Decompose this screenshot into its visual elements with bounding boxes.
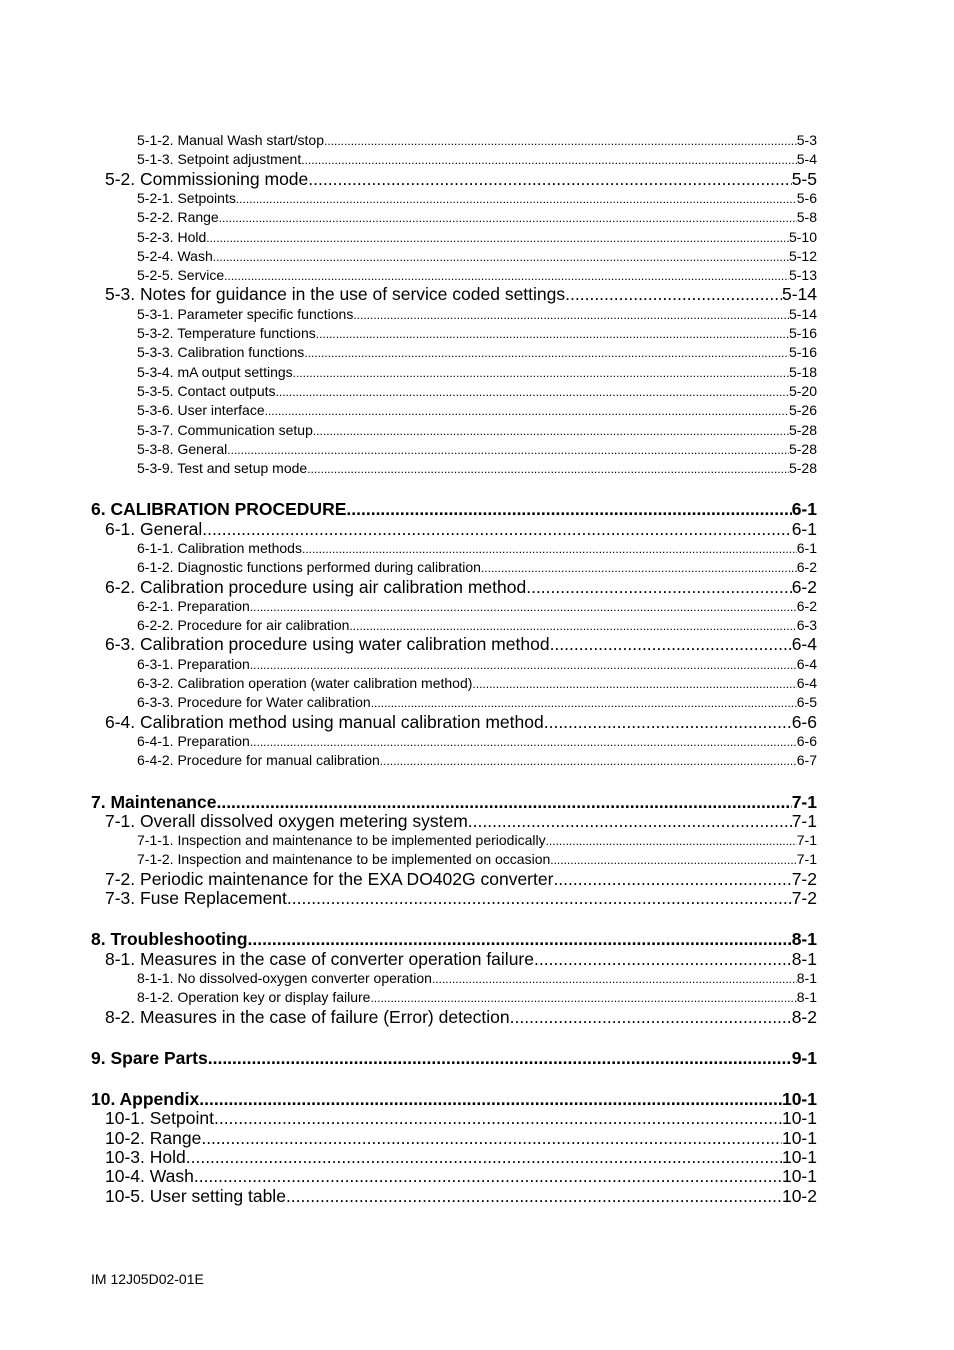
toc-entry-page: 6-1: [791, 519, 817, 539]
toc-entry-page: 6-1: [791, 499, 817, 519]
toc-entry-6-3-2[interactable]: [137, 674, 817, 693]
toc-leader-dots: [546, 832, 797, 850]
toc-entry-page: 10-1: [781, 1108, 817, 1128]
toc-entry-page: 9-1: [791, 1048, 817, 1068]
toc-entry-title: 5-3-6. User interface: [137, 402, 265, 418]
toc-entry-page: 5-6: [796, 190, 817, 206]
toc-leader-dots: [250, 656, 797, 674]
toc-entry-title: 8-2. Measures in the case of failure (Error) detection: [105, 1007, 510, 1027]
toc-entry-page: 6-5: [796, 694, 817, 710]
toc-entry-title: 10-5. User setting table: [105, 1186, 286, 1206]
toc-entry-title: 7-1-1. Inspection and maintenance to be implemented periodically: [137, 832, 546, 848]
toc-entry-5-3-3[interactable]: [137, 343, 817, 362]
toc-leader-dots: [287, 887, 792, 909]
toc-entry-page: 5-13: [788, 267, 817, 283]
toc-entry-title: 6-1-1. Calibration methods: [137, 540, 302, 556]
toc-leader-dots: [250, 598, 797, 616]
toc-entry-5-3[interactable]: [105, 283, 817, 305]
toc-entry-page: 6-2: [796, 598, 817, 614]
toc-entry-10-1[interactable]: [105, 1107, 817, 1129]
toc-entry-title: 6-1-2. Diagnostic functions performed during calibration: [137, 559, 481, 575]
toc-entry-8[interactable]: [91, 928, 817, 950]
toc-entry-title: 5-2. Commissioning mode: [105, 169, 309, 189]
toc-leader-dots: [304, 344, 789, 362]
toc-entry-title: 5-3. Notes for guidance in the use of service coded settings: [105, 284, 566, 304]
document-number: IM 12J05D02-01E: [91, 1271, 204, 1287]
toc-leader-dots: [213, 248, 789, 266]
toc-entry-page: 6-2: [796, 559, 817, 575]
toc-entry-page: 6-3: [796, 617, 817, 633]
toc-leader-dots: [214, 1107, 782, 1129]
toc-entry-9[interactable]: [91, 1047, 817, 1069]
toc-entry-10-5[interactable]: [105, 1185, 817, 1207]
toc-entry-6-4-2[interactable]: [137, 751, 817, 770]
toc-entry-6-3-1[interactable]: [137, 655, 817, 674]
toc-leader-dots: [248, 928, 792, 950]
toc-entry-title: 7-3. Fuse Replacement: [105, 888, 287, 908]
toc-leader-dots: [293, 364, 789, 382]
toc-entry-page: 6-4: [796, 675, 817, 691]
toc-entry-5-2[interactable]: [105, 168, 817, 190]
toc-entry-title: 8-1-1. No dissolved-oxygen converter operation: [137, 970, 432, 986]
toc-leader-dots: [227, 441, 789, 459]
toc-entry-title: 7-1-2. Inspection and maintenance to be implemented on occasion: [137, 851, 551, 867]
toc-leader-dots: [510, 1006, 792, 1028]
toc-entry-page: 6-6: [796, 733, 817, 749]
toc-leader-dots: [534, 948, 792, 970]
toc-leader-dots: [371, 694, 797, 712]
toc-entry-6-3[interactable]: [105, 633, 817, 655]
toc-entry-title: 5-2-5. Service: [137, 267, 225, 283]
toc-entry-title: 9. Spare Parts: [91, 1048, 208, 1068]
toc-leader-dots: [353, 306, 789, 324]
toc-entry-5-1-2[interactable]: [137, 131, 817, 150]
toc-leader-dots: [468, 810, 792, 832]
toc-entry-page: 5-14: [788, 306, 817, 322]
toc-entry-title: 6-2. Calibration procedure using air calibration method: [105, 577, 527, 597]
toc-leader-dots: [324, 132, 797, 150]
toc-leader-dots: [194, 1165, 782, 1187]
toc-leader-dots: [565, 283, 782, 305]
toc-entry-title: 6-3-3. Procedure for Water calibration: [137, 694, 371, 710]
toc-entry-page: 8-1: [791, 929, 817, 949]
toc-leader-dots: [308, 168, 791, 190]
toc-leader-dots: [550, 633, 792, 655]
toc-entry-7-1-2[interactable]: [137, 850, 817, 869]
toc-entry-page: 5-28: [788, 441, 817, 457]
toc-leader-dots: [208, 1047, 792, 1069]
toc-entry-title: 5-2-4. Wash: [137, 248, 213, 264]
toc-entry-5-3-5[interactable]: [137, 382, 817, 401]
toc-entry-8-1-2[interactable]: [137, 988, 817, 1007]
toc-entry-page: 5-26: [788, 402, 817, 418]
toc-entry-5-3-4[interactable]: [137, 363, 817, 382]
toc-leader-dots: [550, 851, 797, 869]
toc-leader-dots: [380, 752, 797, 770]
toc-entry-page: 5-12: [788, 248, 817, 264]
toc-entry-title: 7-2. Periodic maintenance for the EXA DO402G converter: [105, 869, 554, 889]
toc-entry-page: 6-4: [791, 634, 817, 654]
toc-entry-10-4[interactable]: [105, 1165, 817, 1187]
toc-leader-dots: [286, 1185, 782, 1207]
toc-entry-6-3-3[interactable]: [137, 693, 817, 712]
toc-entry-title: 6-3. Calibration procedure using water calibration method: [105, 634, 550, 654]
toc-entry-title: 6-1. General: [105, 519, 203, 539]
toc-entry-title: 5-2-1. Setpoints: [137, 190, 236, 206]
toc-entry-6-2-1[interactable]: [137, 597, 817, 616]
toc-entry-page: 7-1: [791, 792, 817, 812]
toc-entry-title: 8-1-2. Operation key or display failure: [137, 989, 371, 1005]
toc-entry-8-1[interactable]: [105, 948, 817, 970]
toc-entry-title: 6-4. Calibration method using manual calibration method: [105, 712, 544, 732]
toc-entry-title: 5-3-3. Calibration functions: [137, 344, 305, 360]
toc-entry-title: 5-1-2. Manual Wash start/stop: [137, 132, 325, 148]
toc-entry-page: 5-20: [788, 383, 817, 399]
toc-entry-page: 6-4: [796, 656, 817, 672]
toc-entry-5-2-3[interactable]: [137, 228, 817, 247]
toc-entry-page: 5-16: [788, 325, 817, 341]
toc-entry-page: 5-28: [788, 422, 817, 438]
toc-entry-title: 5-3-2. Temperature functions: [137, 325, 316, 341]
toc-entry-page: 6-6: [791, 712, 817, 732]
toc-entry-title: 5-1-3. Setpoint adjustment: [137, 151, 302, 167]
toc-entry-title: 5-2-3. Hold: [137, 229, 207, 245]
toc-entry-5-2-1[interactable]: [137, 189, 817, 208]
toc-leader-dots: [432, 970, 797, 988]
toc-entry-title: 10-1. Setpoint: [105, 1108, 214, 1128]
toc-entry-6-1-2[interactable]: [137, 558, 817, 577]
toc-entry-page: 8-1: [796, 970, 817, 986]
toc-entry-title: 10. Appendix: [91, 1089, 200, 1109]
toc-entry-page: 10-1: [781, 1089, 817, 1109]
toc-entry-8-1-1[interactable]: [137, 969, 817, 988]
toc-leader-dots: [236, 190, 797, 208]
toc-entry-7-1-1[interactable]: [137, 831, 817, 850]
toc-leader-dots: [316, 325, 789, 343]
toc-entry-5-2-2[interactable]: [137, 208, 817, 227]
toc-entry-title: 5-3-9. Test and setup mode: [137, 460, 308, 476]
toc-entry-title: 5-3-1. Parameter specific functions: [137, 306, 354, 322]
toc-entry-8-2[interactable]: [105, 1006, 817, 1028]
toc-leader-dots: [219, 209, 797, 227]
toc-entry-title: 5-3-4. mA output settings: [137, 364, 293, 380]
toc-leader-dots: [544, 711, 792, 733]
toc-entry-title: 5-3-7. Communication setup: [137, 422, 313, 438]
toc-entry-6-2[interactable]: [105, 576, 817, 598]
toc-entry-6[interactable]: [91, 498, 817, 520]
toc-entry-page: 10-1: [781, 1166, 817, 1186]
toc-entry-title: 6. CALIBRATION PROCEDURE: [91, 499, 347, 519]
toc-entry-page: 5-10: [788, 229, 817, 245]
toc-entry-6-4[interactable]: [105, 711, 817, 733]
toc-leader-dots: [301, 151, 797, 169]
toc-entry-title: 6-4-2. Procedure for manual calibration: [137, 752, 380, 768]
toc-leader-dots: [346, 498, 791, 520]
toc-entry-6-4-1[interactable]: [137, 732, 817, 751]
toc-entry-title: 10-4. Wash: [105, 1166, 194, 1186]
toc-entry-5-2-4[interactable]: [137, 247, 817, 266]
toc-leader-dots: [265, 402, 789, 420]
toc-entry-page: 10-1: [781, 1147, 817, 1167]
toc-entry-page: 5-4: [796, 151, 817, 167]
toc-entry-page: 7-1: [796, 851, 817, 867]
toc-leader-dots: [526, 576, 791, 598]
toc-entry-title: 7. Maintenance: [91, 792, 217, 812]
toc-leader-dots: [481, 559, 797, 577]
toc-entry-page: 10-2: [781, 1186, 817, 1206]
toc-entry-page: 7-2: [791, 869, 817, 889]
toc-entry-title: 7-1. Overall dissolved oxygen metering system: [105, 811, 468, 831]
toc-entry-page: 5-3: [796, 132, 817, 148]
toc-leader-dots: [302, 540, 797, 558]
toc-entry-title: 6-2-1. Preparation: [137, 598, 250, 614]
toc-entry-page: 5-16: [788, 344, 817, 360]
toc-entry-page: 7-1: [796, 832, 817, 848]
toc-entry-5-3-8[interactable]: [137, 440, 817, 459]
toc-entry-title: 6-4-1. Preparation: [137, 733, 250, 749]
toc-entry-title: 5-3-8. General: [137, 441, 228, 457]
toc-entry-5-3-2[interactable]: [137, 324, 817, 343]
toc-entry-5-3-9[interactable]: [137, 459, 817, 478]
toc-entry-title: 6-3-2. Calibration operation (water calibration method): [137, 675, 473, 691]
toc-leader-dots: [313, 422, 789, 440]
toc-entry-page: 5-5: [791, 169, 817, 189]
toc-entry-page: 7-1: [791, 811, 817, 831]
toc-entry-5-3-7[interactable]: [137, 421, 817, 440]
toc-entry-5-3-1[interactable]: [137, 305, 817, 324]
toc-leader-dots: [307, 460, 789, 478]
toc-entry-page: 8-1: [796, 989, 817, 1005]
toc-entry-page: 8-2: [791, 1007, 817, 1027]
toc-entry-title: 5-2-2. Range: [137, 209, 219, 225]
toc-leader-dots: [202, 518, 791, 540]
toc-entry-title: 10-3. Hold: [105, 1147, 186, 1167]
toc-entry-title: 10-2. Range: [105, 1128, 202, 1148]
toc-leader-dots: [206, 229, 789, 247]
toc-leader-dots: [276, 383, 789, 401]
toc-leader-dots: [250, 733, 797, 751]
toc-entry-page: 6-7: [796, 752, 817, 768]
toc-entry-7-1[interactable]: [105, 810, 817, 832]
toc-entry-page: 7-2: [791, 888, 817, 908]
toc-entry-page: 5-28: [788, 460, 817, 476]
toc-entry-6-1-1[interactable]: [137, 539, 817, 558]
toc-leader-dots: [370, 989, 796, 1007]
toc-entry-7-3[interactable]: [105, 887, 817, 909]
toc-entry-title: 6-3-1. Preparation: [137, 656, 250, 672]
toc-entry-page: 8-1: [791, 949, 817, 969]
toc-entry-5-3-6[interactable]: [137, 401, 817, 420]
toc-entry-page: 5-8: [796, 209, 817, 225]
toc-entry-page: 10-1: [781, 1128, 817, 1148]
toc-entry-page: 6-2: [791, 577, 817, 597]
toc-entry-page: 5-14: [781, 284, 817, 304]
toc-leader-dots: [472, 675, 796, 693]
toc-entry-page: 6-1: [796, 540, 817, 556]
toc-entry-5-1-3[interactable]: [137, 150, 817, 169]
toc-entry-6-1[interactable]: [105, 518, 817, 540]
toc-entry-page: 5-18: [788, 364, 817, 380]
toc-entry-title: 8-1. Measures in the case of converter operation failure: [105, 949, 534, 969]
toc-entry-title: 8. Troubleshooting: [91, 929, 248, 949]
toc-entry-title: 6-2-2. Procedure for air calibration: [137, 617, 350, 633]
toc-entry-title: 5-3-5. Contact outputs: [137, 383, 276, 399]
